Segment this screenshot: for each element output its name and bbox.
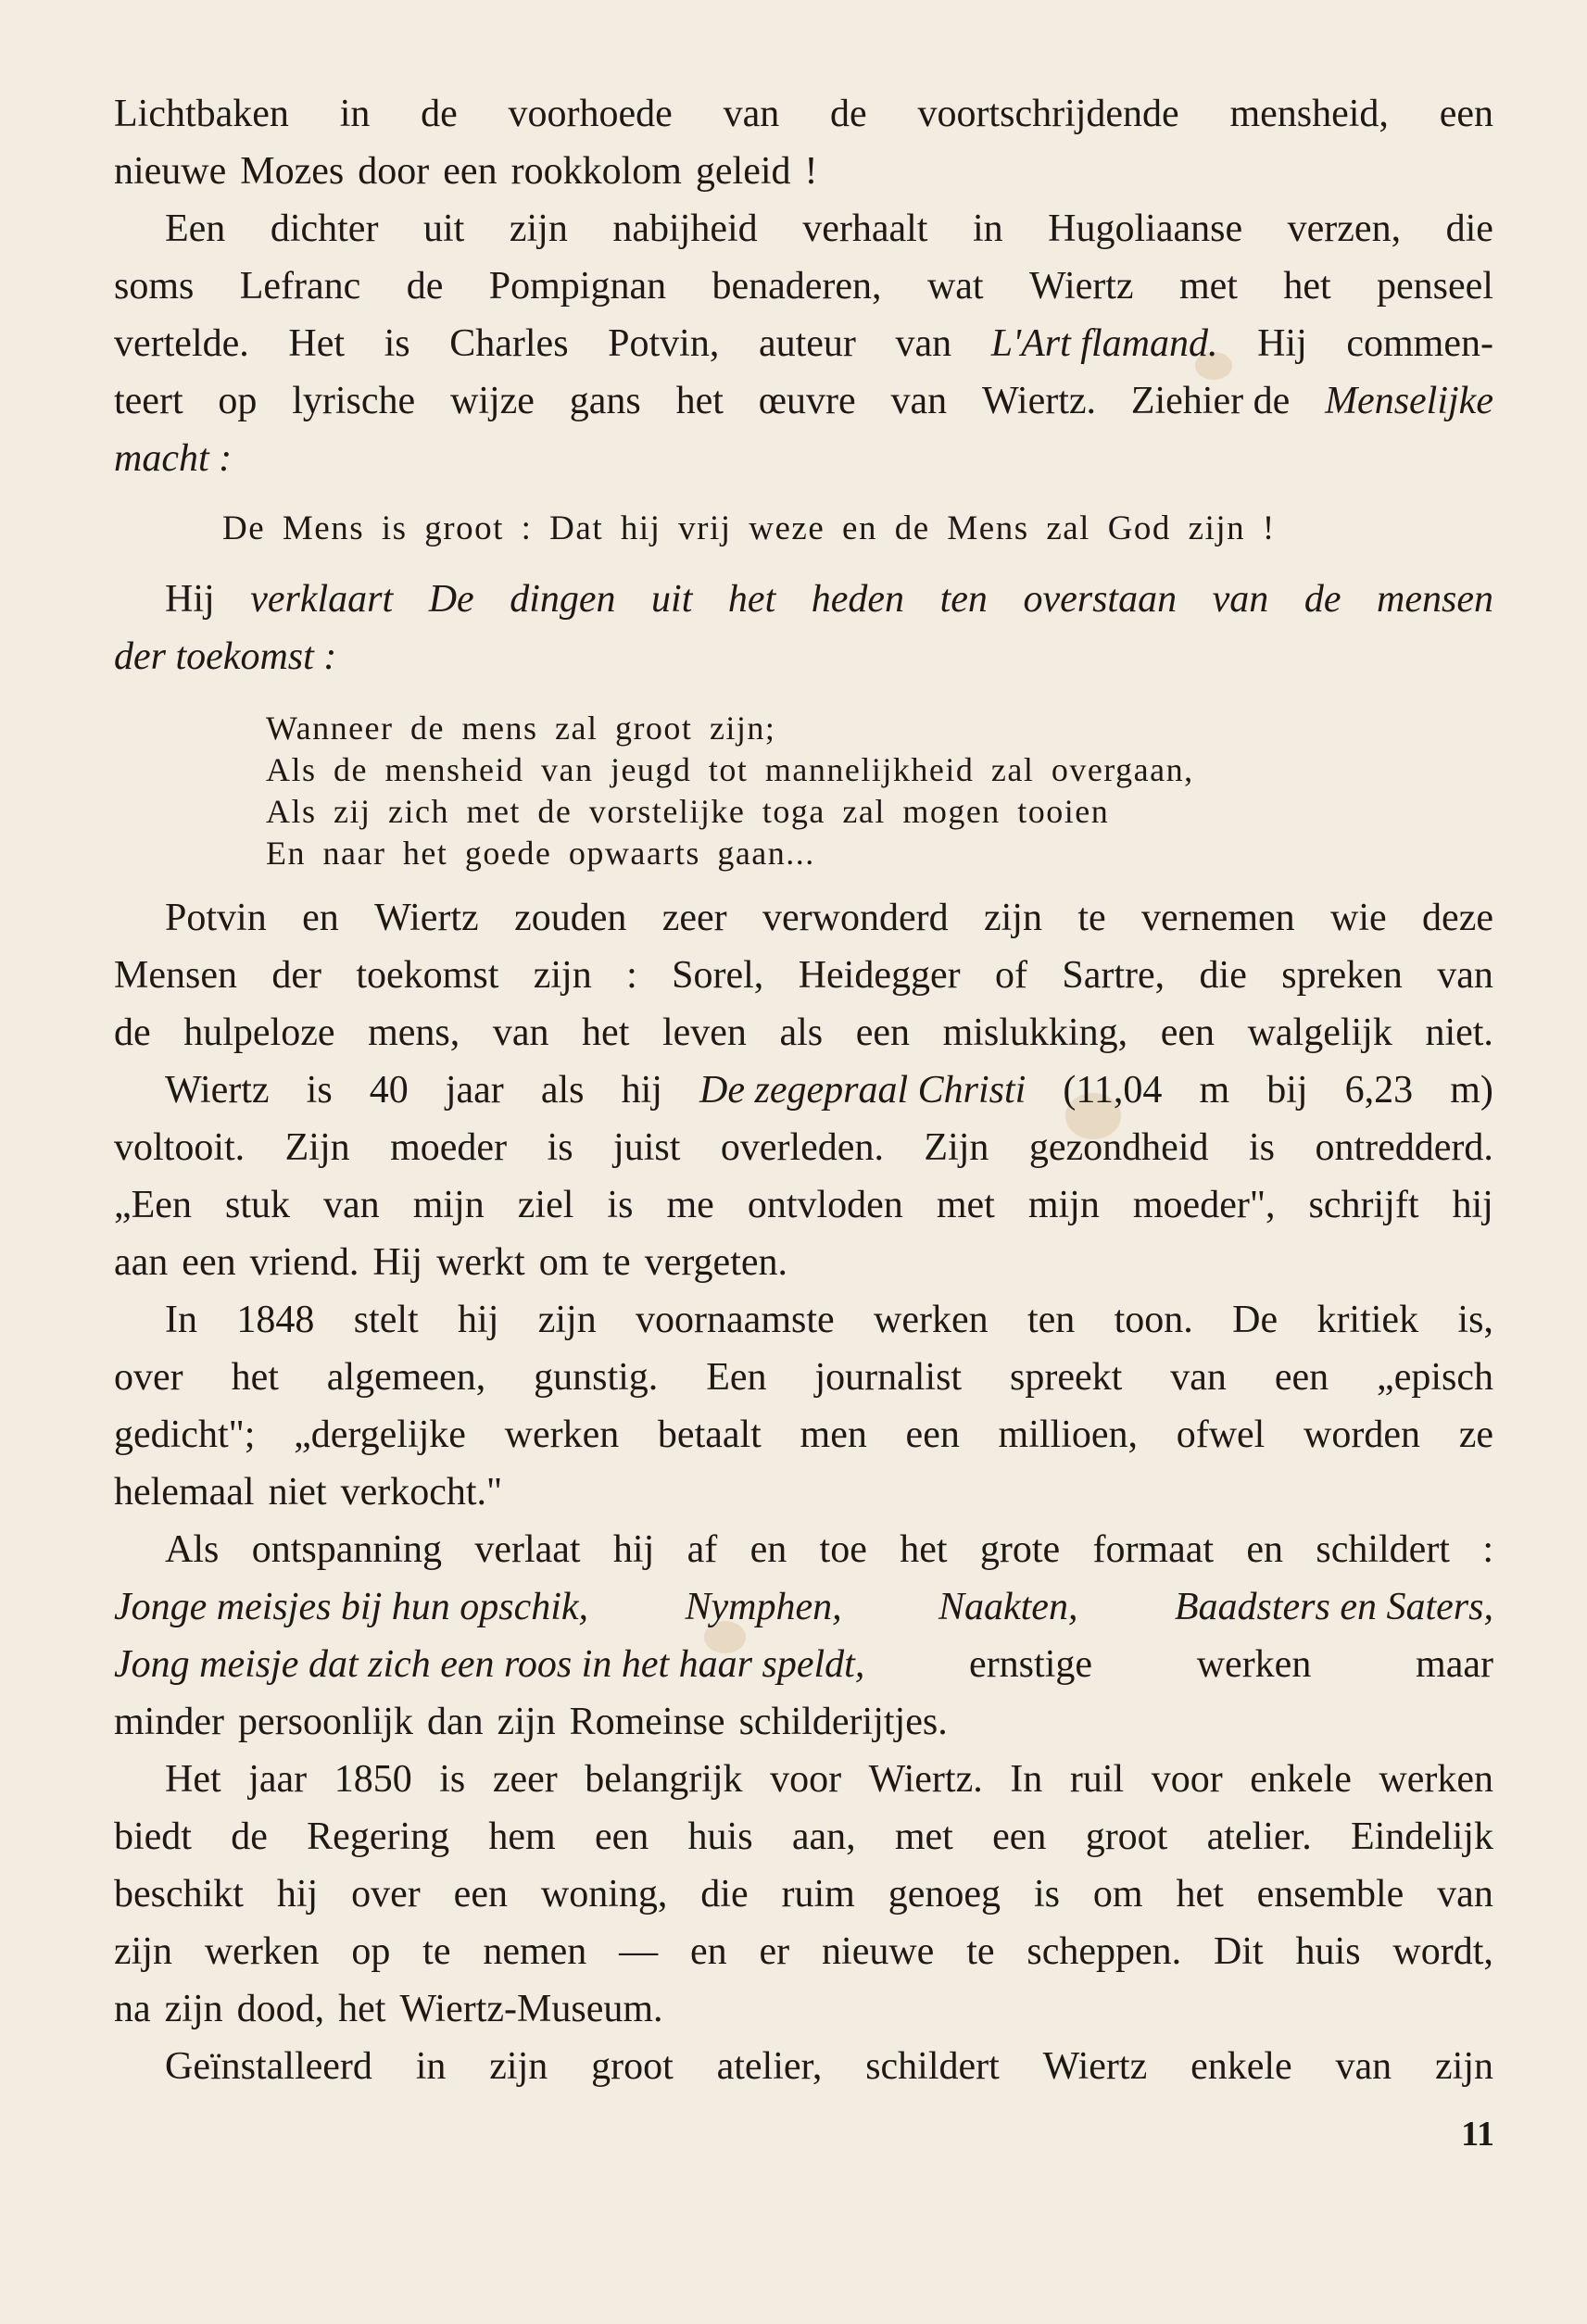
paragraph-toekomst xyxy=(114,889,1493,1062)
text-line: macht : xyxy=(114,437,233,480)
text-line: de hulpeloze mens, van het leven als een mislukking, een walgelijk niet. xyxy=(114,1011,1493,1054)
text-line: beschikt hij over een woning, die ruim genoeg is om het ensemble van xyxy=(114,1873,1493,1916)
poem-line: En naar het goede opwaarts gaan... xyxy=(266,835,815,872)
paragraph-zegepraal xyxy=(114,1062,1493,1291)
text-line: Een dichter uit zijn nabijheid verhaalt in Hugoliaanse verzen, die xyxy=(165,207,1493,250)
text-line: gedicht"; „dergelijke werken betaalt men een millioen, ofwel worden ze xyxy=(114,1413,1493,1456)
text-line: „Een stuk van mijn ziel is me ontvloden met mijn moeder", schrijft hij xyxy=(114,1184,1493,1226)
text-line: Het jaar 1850 is zeer belangrijk voor Wiertz. In ruil voor enkele werken xyxy=(165,1758,1493,1801)
text-line: In 1848 stelt hij zijn voornaamste werken ten toon. De kritiek is, xyxy=(165,1299,1493,1341)
text-line: aan een vriend. Hij werkt om te vergeten. xyxy=(114,1241,788,1284)
text-line: over het algemeen, gunstig. Een journalist spreekt van een „episch xyxy=(114,1356,1493,1399)
text-line: helemaal niet verkocht." xyxy=(114,1471,503,1514)
text-line: teert op lyrische wijze gans het œuvre van Wiertz. Ziehier de Menselijke xyxy=(114,380,1493,422)
paragraph-verklaart xyxy=(114,571,1493,685)
text-line: Lichtbaken in de voorhoede van de voortschrijdende mensheid, een xyxy=(114,93,1493,135)
paragraph-potvin xyxy=(114,200,1493,487)
text-line: zijn werken op te nemen — en er nieuwe te scheppen. Dit huis wordt, xyxy=(114,1930,1493,1973)
text-line: voltooit. Zijn moeder is juist overleden. Zijn gezondheid is ontredderd. xyxy=(114,1126,1493,1169)
quote-line: De Mens is groot : Dat hij vrij weze en de Mens zal God zijn ! xyxy=(222,509,1276,547)
poem-line: Wanneer de mens zal groot zijn; xyxy=(266,710,776,747)
paragraph-ontspanning xyxy=(114,1521,1493,1751)
paragraph-intro xyxy=(114,85,1493,200)
page-number: 11 xyxy=(1461,2115,1494,2154)
paragraph-1848 xyxy=(114,1291,1493,1521)
paragraph-atelier xyxy=(114,2038,1493,2095)
poem-line: Als de mensheid van jeugd tot mannelijkheid zal overgaan, xyxy=(266,751,1194,788)
text-line: biedt de Regering hem een huis aan, met een groot atelier. Eindelijk xyxy=(114,1815,1493,1858)
text-line: Jong meisje dat zich een roos in het haar speldt, ernstige werken maar xyxy=(114,1643,1493,1686)
paragraph-1850 xyxy=(114,1751,1493,2038)
text-line: minder persoonlijk dan zijn Romeinse schilderijtjes. xyxy=(114,1701,948,1743)
poem-line: Als zij zich met de vorstelijke toga zal mogen tooien xyxy=(266,793,1110,830)
text-line: na zijn dood, het Wiertz-Museum. xyxy=(114,1988,663,2030)
text-line: vertelde. Het is Charles Potvin, auteur van L'Art flamand. Hij commen- xyxy=(114,322,1493,365)
text-line: Wiertz is 40 jaar als hij De zegepraal Christi (11,04 m bij 6,23 m) xyxy=(165,1069,1493,1112)
text-line: der toekomst : xyxy=(114,635,337,678)
text-line: Hij verklaart De dingen uit het heden ten overstaan van de mensen xyxy=(165,578,1493,621)
text-line: Jonge meisjes bij hun opschik, Nymphen, Naakten, Baadsters en Saters, xyxy=(114,1586,1493,1628)
text-line: Potvin en Wiertz zouden zeer verwonderd zijn te vernemen wie deze xyxy=(165,897,1493,939)
text-line: Geïnstalleerd in zijn groot atelier, schildert Wiertz enkele van zijn xyxy=(165,2045,1493,2088)
text-line: Als ontspanning verlaat hij af en toe het grote formaat en schildert : xyxy=(165,1528,1493,1571)
text-line: nieuwe Mozes door een rookkolom geleid ! xyxy=(114,150,818,193)
text-line: soms Lefranc de Pompignan benaderen, wat Wiertz met het penseel xyxy=(114,265,1493,308)
text-line: Mensen der toekomst zijn : Sorel, Heidegger of Sartre, die spreken van xyxy=(114,954,1493,997)
